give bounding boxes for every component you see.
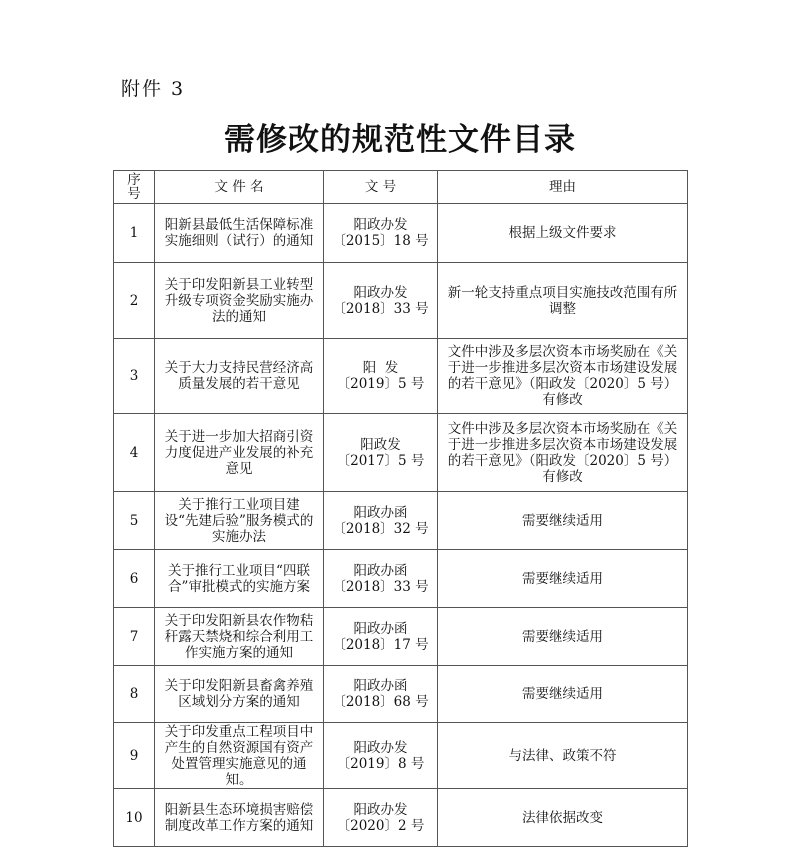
doc-no-line1: 阳政发 [360,436,401,453]
cell-doc-no [324,204,438,263]
header-name-text: 文 件 名 [214,179,264,195]
cell-name: 关于印发阳新县工业转型升级专项资金奖励实施办法的通知 [155,263,324,339]
header-doc-no-text: 文 号 [364,179,397,195]
cell-seq: 4 [114,414,155,492]
doc-no-line2: 〔2018〕33 号 [332,300,429,317]
cell-doc-no [324,666,438,723]
header-seq [114,171,155,204]
cell-doc-no [324,339,438,414]
doc-no-line2: 〔2017〕5 号 [336,452,425,469]
cell-doc-no [324,789,438,847]
document-table [113,170,688,847]
cell-seq: 7 [114,608,155,666]
table-row [114,723,688,789]
doc-no-line1: 阳政办发 [353,284,408,301]
table-row [114,414,688,492]
cell-name: 关于推行工业项目“四联合”审批模式的实施方案 [155,550,324,608]
doc-no-line2: 〔2015〕18 号 [332,233,429,249]
cell-name: 关于印发重点工程项目中产生的自然资源国有资产处置管理实施意见的通知。 [155,723,324,789]
header-seq-line2: 号 [127,186,141,202]
table-row [114,666,688,723]
doc-no-line2: 〔2020〕2 号 [336,817,425,834]
cell-seq: 9 [114,723,155,789]
cell-name: 关于印发阳新县畜禽养殖区域划分方案的通知 [155,666,324,723]
cell-reason: 法律依据改变 [438,789,688,847]
cell-name: 关于推行工业项目建设“先建后验”服务模式的实施办法 [155,492,324,550]
cell-seq: 3 [114,339,155,414]
header-reason: 理由 [438,171,688,204]
doc-no-line2: 〔2018〕32 号 [332,520,429,537]
cell-doc-no [324,608,438,666]
attachment-label: 附件 3 [121,78,186,100]
cell-seq: 6 [114,550,155,608]
doc-no-line1: 阳 发 [362,360,399,376]
header-doc-no [324,171,438,204]
cell-doc-no [324,492,438,550]
header-name [155,171,324,204]
table-row [114,492,688,550]
table-row [114,204,688,263]
doc-no-line2: 〔2018〕17 号 [332,636,429,653]
cell-doc-no [324,263,438,339]
cell-seq: 5 [114,492,155,550]
table-row [114,263,688,339]
cell-reason: 根据上级文件要求 [438,204,688,263]
page-title: 需修改的规范性文件目录 [224,122,576,158]
cell-name: 关于进一步加大招商引资力度促进产业发展的补充意见 [155,414,324,492]
doc-no-line2: 〔2019〕5 号 [336,376,425,392]
table-row [114,608,688,666]
cell-reason: 需要继续适用 [438,492,688,550]
cell-name: 阳新县最低生活保障标准实施细则（试行）的通知 [155,204,324,263]
cell-reason: 需要继续适用 [438,550,688,608]
doc-no-line1: 阳政办发 [353,217,408,233]
cell-seq: 2 [114,263,155,339]
cell-reason: 新一轮支持重点项目实施技改范围有所调整 [438,263,688,339]
cell-reason: 文件中涉及多层次资本市场奖励在《关于进一步推进多层次资本市场建设发展的若干意见》（阳政发〔2020〕5 号）有修改 [438,414,688,492]
doc-no-line1: 阳政办发 [353,801,408,818]
doc-no-line1: 阳政办发 [353,739,408,756]
cell-reason: 文件中涉及多层次资本市场奖励在《关于进一步推进多层次资本市场建设发展的若干意见》（阳政发〔2020〕5 号）有修改 [438,339,688,414]
table-header-row [114,171,688,204]
doc-no-line2: 〔2018〕68 号 [332,694,429,710]
doc-no-line2: 〔2018〕33 号 [332,578,429,595]
cell-reason: 需要继续适用 [438,666,688,723]
cell-seq: 10 [114,789,155,847]
cell-seq: 1 [114,204,155,263]
table-row [114,789,688,847]
table-row [114,550,688,608]
cell-name: 关于大力支持民营经济高质量发展的若干意见 [155,339,324,414]
cell-doc-no [324,723,438,789]
cell-reason: 与法律、政策不符 [438,723,688,789]
cell-name: 阳新县生态环境损害赔偿制度改革工作方案的通知 [155,789,324,847]
header-seq-line1: 序 [127,172,141,188]
doc-no-line1: 阳政办函 [353,678,408,694]
doc-no-line2: 〔2019〕8 号 [336,755,425,772]
cell-seq: 8 [114,666,155,723]
cell-doc-no [324,414,438,492]
cell-reason: 需要继续适用 [438,608,688,666]
cell-doc-no [324,550,438,608]
cell-name: 关于印发阳新县农作物秸秆露天禁烧和综合利用工作实施方案的通知 [155,608,324,666]
table-row [114,339,688,414]
doc-no-line1: 阳政办函 [353,504,408,521]
doc-no-line1: 阳政办函 [353,562,408,579]
doc-no-line1: 阳政办函 [353,620,408,637]
